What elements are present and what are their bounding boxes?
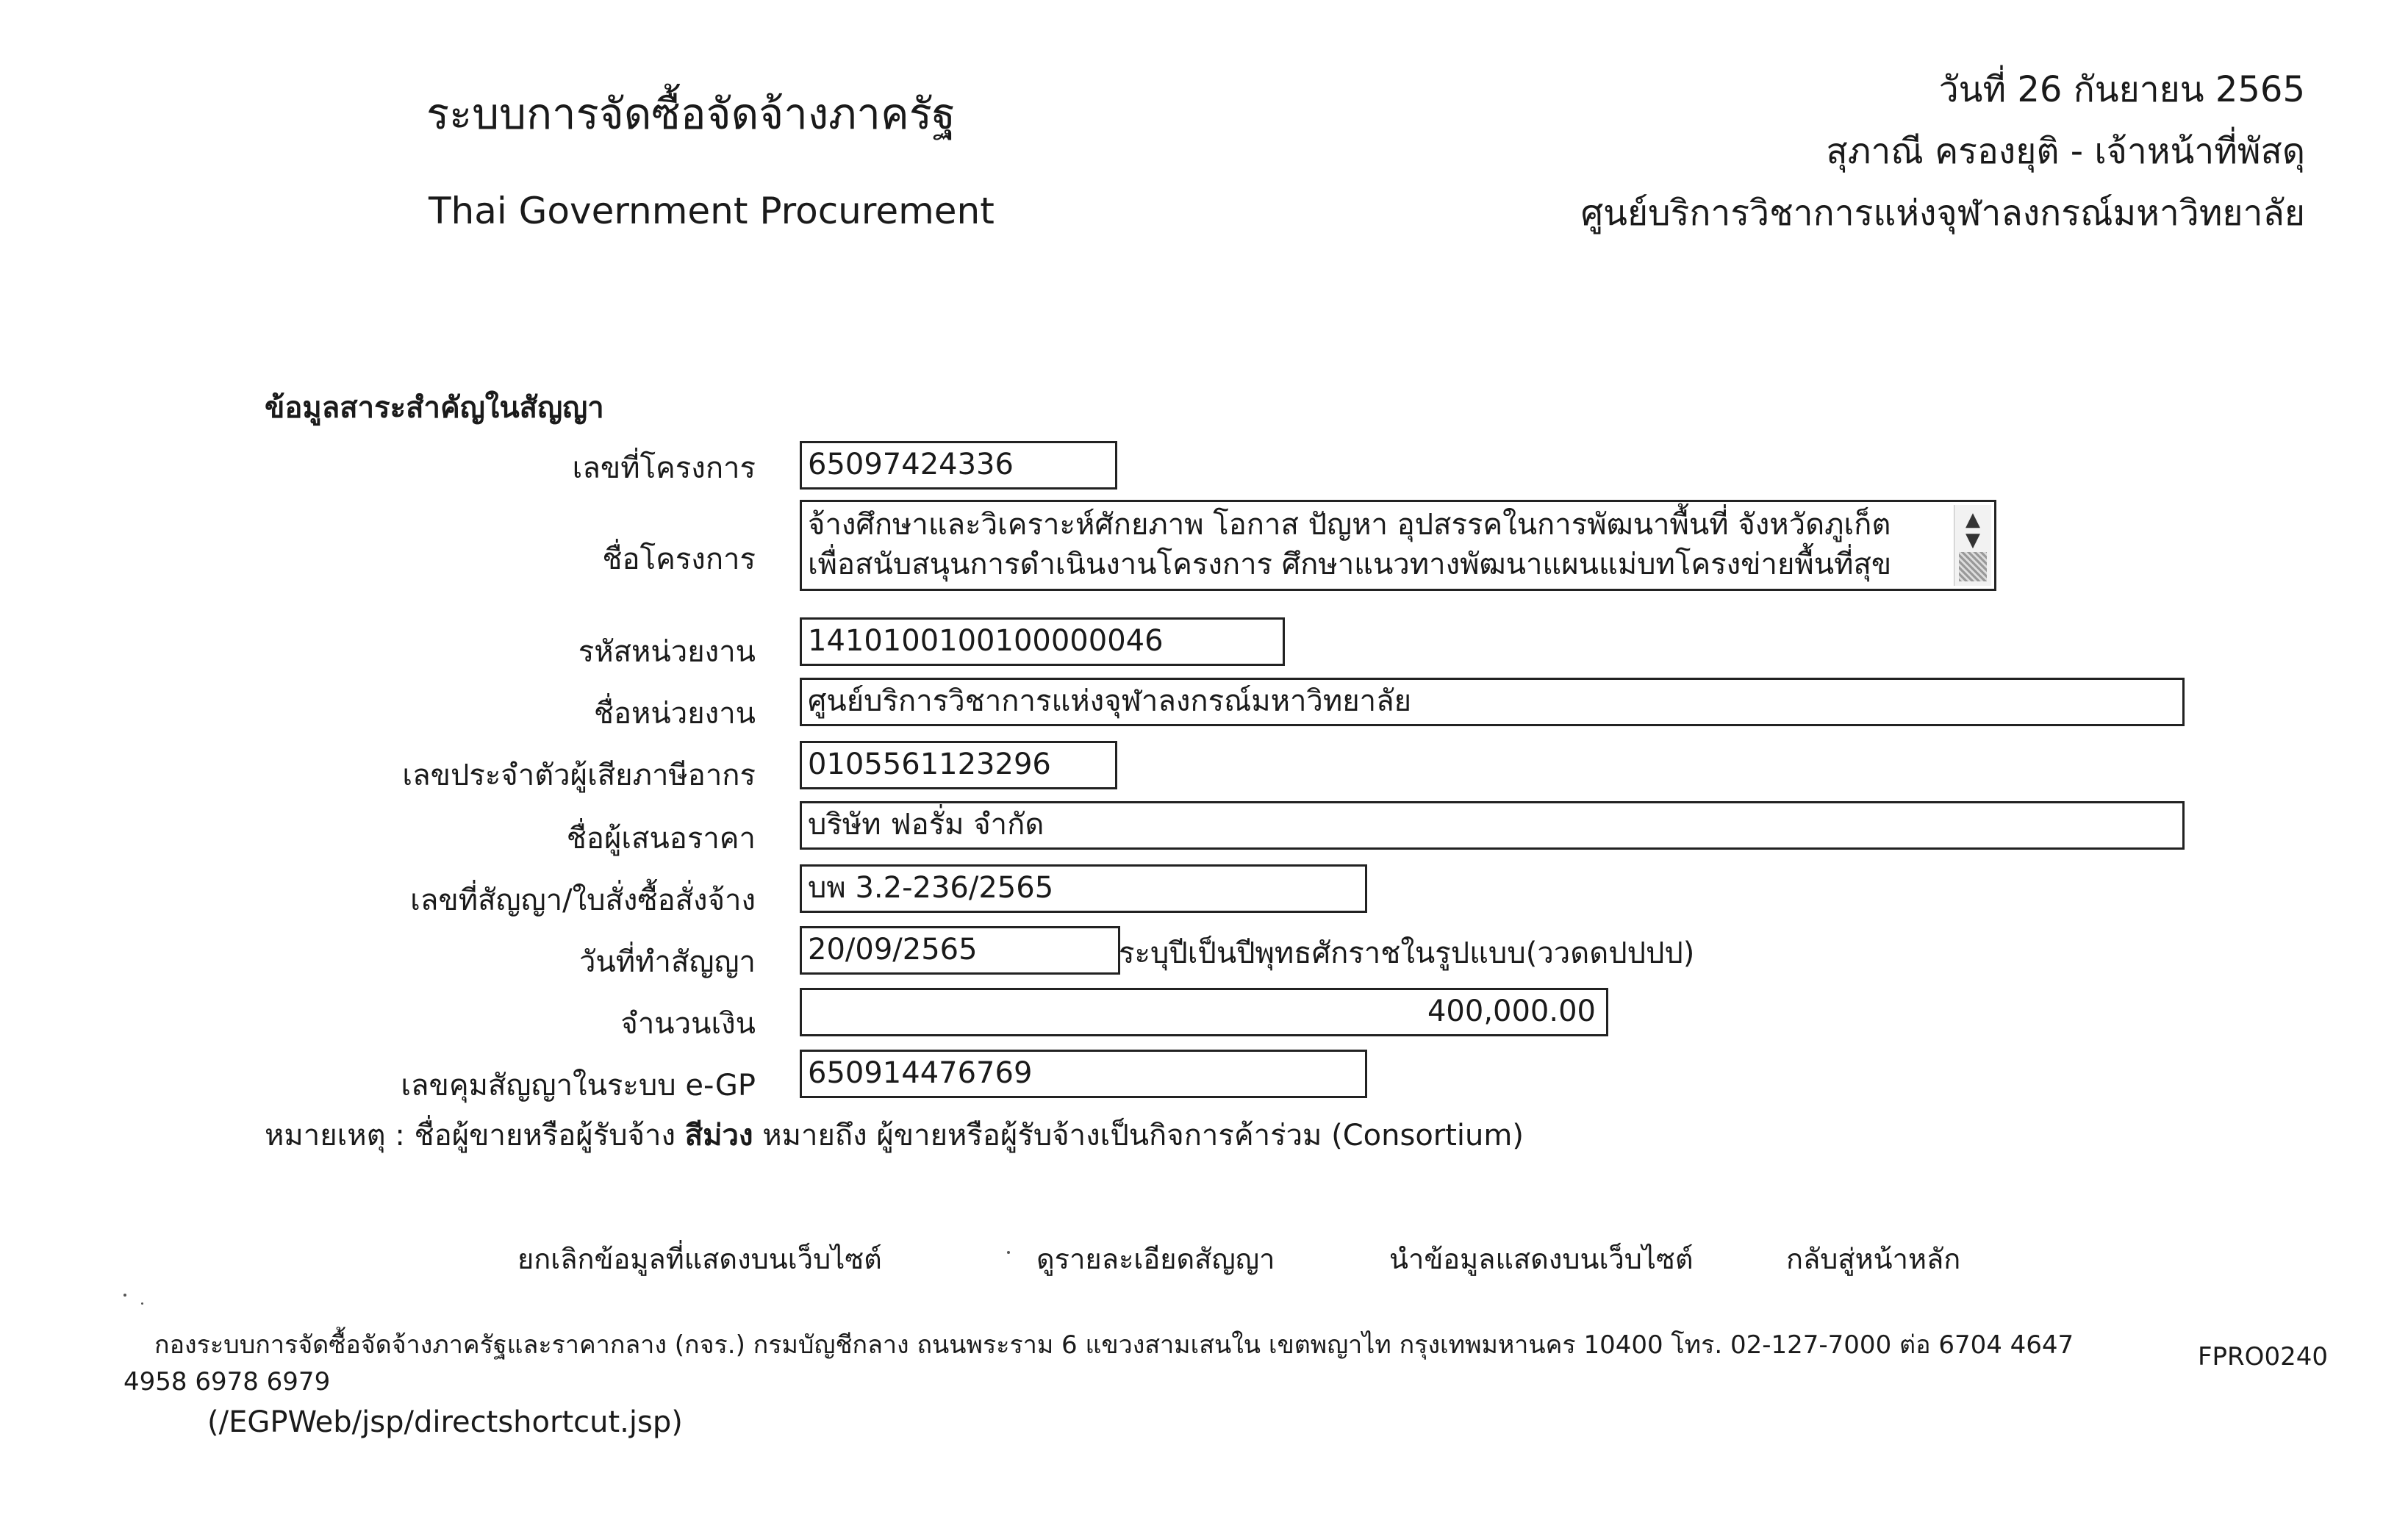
org-line: ศูนย์บริการวิชาการแห่งจุฬาลงกรณ์มหาวิทยาลัย	[1580, 193, 2305, 234]
contract-no-label: เลขที่สัญญา/ใบสั่งซื้อสั่งจ้าง	[410, 883, 756, 917]
note-emphasis: สีม่วง	[684, 1119, 753, 1152]
agency-code-label: รหัสหน่วยงาน	[578, 635, 756, 669]
bidder-name-label: ชื่อผู้เสนอราคา	[566, 822, 756, 856]
footer-path: (/EGPWeb/jsp/directshortcut.jsp)	[207, 1405, 683, 1439]
project-name-line-2: เพื่อสนับสนุนการดำเนินงานโครงการ ศึกษาแนวทางพัฒนาแผนแม่บทโครงข่ายพื้นที่สุข	[808, 548, 1892, 581]
date-line: วันที่ 26 กันยายน 2565	[1938, 69, 2305, 110]
system-title-th: ระบบการจัดซื้อจัดจ้างภาครัฐ	[426, 89, 956, 139]
contract-date-label: วันที่ทำสัญญา	[578, 945, 756, 979]
section-heading: ข้อมูลสาระสำคัญในสัญญา	[265, 391, 604, 425]
project-name-label: ชื่อโครงการ	[602, 542, 756, 576]
project-name-textarea[interactable]	[800, 500, 1996, 591]
scroll-up-down-icon[interactable]: ▲ ▼	[1966, 509, 1980, 551]
footer-address-line-2: 4958 6978 6979	[123, 1367, 331, 1397]
project-name-line-1: จ้างศึกษาและวิเคราะห์ศักยภาพ โอกาส ปัญหา อุปสรรคในการพัฒนาพื้นที่ จังหวัดภูเก็ต	[808, 508, 1891, 542]
project-no-label: เลขที่โครงการ	[572, 451, 756, 485]
consortium-note	[265, 1111, 1524, 1158]
scan-speck	[1007, 1251, 1010, 1254]
tax-id-field[interactable]: 0105561123296	[800, 741, 1117, 789]
publish-web-link[interactable]: นำข้อมูลแสดงบนเว็บไซต์	[1389, 1243, 1694, 1275]
amount-field[interactable]: 400,000.00	[800, 988, 1608, 1036]
contract-date-hint: ระบุปีเป็นปีพุทธศักราชในรูปแบบ(ววดดปปปป)	[1119, 936, 1695, 970]
project-name-scrollbar[interactable]	[1954, 505, 1991, 586]
note-suffix: หมายถึง ผู้ขายหรือผู้รับจ้างเป็นกิจการค้าร่วม (Consortium)	[753, 1119, 1524, 1152]
officer-line: สุภาณี ครองยุติ - เจ้าหน้าที่พัสดุ	[1826, 131, 2305, 172]
tax-id-label: เลขประจำตัวผู้เสียภาษีอากร	[402, 759, 756, 792]
footer-address-line-1: กองระบบการจัดซื้อจัดจ้างภาครัฐและราคากลาง (กจร.) กรมบัญชีกลาง ถนนพระราม 6 แขวงสามเสนใน เขตพญาไท กรุงเทพมหานคร 10400 โทร. 02-127-7000 ต่อ 6704 4647	[154, 1330, 2074, 1360]
contract-date-field[interactable]: 20/09/2565	[800, 926, 1120, 975]
note-prefix: หมายเหตุ : ชื่อผู้ขายหรือผู้รับจ้าง	[265, 1119, 685, 1152]
scan-speck	[141, 1302, 143, 1305]
contract-no-field[interactable]: บพ 3.2-236/2565	[800, 864, 1367, 913]
header-user-info	[1581, 59, 2305, 244]
view-contract-link[interactable]: ดูรายละเอียดสัญญา	[1036, 1243, 1275, 1275]
egp-control-no-label: เลขคุมสัญญาในระบบ e-GP	[401, 1069, 756, 1103]
project-no-field[interactable]: 65097424336	[800, 441, 1117, 490]
agency-name-label: ชื่อหน่วยงาน	[593, 697, 756, 731]
back-home-link[interactable]: กลับสู่หน้าหลัก	[1786, 1243, 1961, 1275]
system-title-en: Thai Government Procurement	[429, 190, 995, 232]
bidder-name-field[interactable]: บริษัท ฟอรั่ม จำกัด	[800, 801, 2185, 850]
amount-label: จำนวนเงิน	[620, 1007, 756, 1041]
egp-control-no-field[interactable]: 650914476769	[800, 1050, 1367, 1098]
agency-name-field[interactable]: ศูนย์บริการวิชาการแห่งจุฬาลงกรณ์มหาวิทยาลัย	[800, 678, 2185, 726]
scan-speck	[123, 1294, 126, 1297]
agency-code-field[interactable]: 1410100100100000046	[800, 617, 1285, 666]
cancel-web-link[interactable]: ยกเลิกข้อมูลที่แสดงบนเว็บไซต์	[517, 1243, 882, 1275]
scroll-thumb[interactable]	[1959, 552, 1987, 581]
form-code: FPRO0240	[2198, 1342, 2328, 1372]
